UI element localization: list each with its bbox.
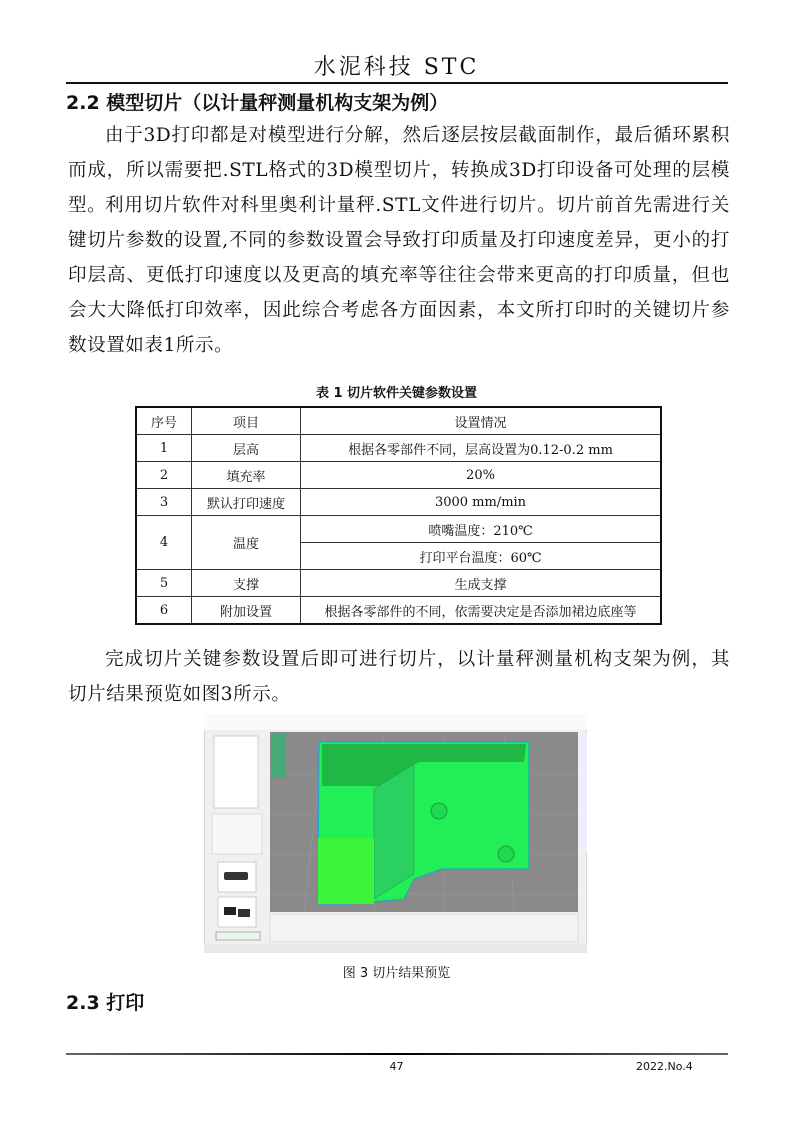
- journal-header: 水泥科技 STC: [313, 55, 480, 80]
- cell-item: 支撑: [192, 570, 301, 597]
- table-row: [136, 462, 661, 489]
- cell-no: 6: [136, 597, 192, 625]
- cell-item: 温度: [192, 516, 301, 570]
- cell-value: 3000 mm/min: [301, 489, 662, 516]
- cell-value: 打印平台温度：60℃: [301, 543, 662, 570]
- cell-no: 1: [136, 435, 192, 462]
- slicer-screenshot-figure: [204, 714, 587, 953]
- cell-value: 喷嘴温度：210℃: [301, 516, 662, 543]
- parameter-table: [135, 406, 662, 625]
- header-cell: 项目: [192, 407, 301, 435]
- footer-rule: [66, 1053, 728, 1055]
- cell-value: 根据各零部件不同，层高设置为0.12-0.2 mm: [301, 435, 662, 462]
- cell-no: 4: [136, 516, 192, 570]
- paragraph: 由于3D打印都是对模型进行分解，然后逐层按层截面制作，最后循环累积而成，所以需要把.STL格式的3D模型切片，转换成3D打印设备可处理的层模型。: [68, 125, 730, 216]
- header-cell: 设置情况: [301, 407, 662, 435]
- section-heading: 2.2 模型切片（以计量秤测量机构支架为例）: [66, 92, 449, 114]
- cell-value: 生成支撑: [301, 570, 662, 597]
- header-cell: 序号: [136, 407, 192, 435]
- cell-value: 根据各零部件的不同，依需要决定是否添加裙边底座等: [301, 597, 662, 625]
- cell-value: 20%: [301, 462, 662, 489]
- cell-no: 5: [136, 570, 192, 597]
- cell-item: 默认打印速度: [192, 489, 301, 516]
- issue-label: 2022.No.4: [636, 1060, 693, 1073]
- table-caption: 表 1 切片软件关键参数设置: [315, 386, 478, 401]
- table-row: [136, 435, 661, 462]
- table-row: [136, 570, 661, 597]
- header-rule: [66, 82, 728, 84]
- cell-item: 附加设置: [192, 597, 301, 625]
- cell-item: 填充率: [192, 462, 301, 489]
- figure-caption: 图 3 切片结果预览: [342, 966, 451, 981]
- paragraph: 利用切片软件对科里奥利计量秤.STL文件进行切片。切片前首先需进行关键切片参数的设置,不同的参数设置会导致打印质量及打印速度差异，更小的打印层高、更低打印速度以及更高的填充率等往往会带来更高的打印质量，但也会大大降低打印效率，因此综合考虑各方面因素，本文所打印时的关键切片参数设置如表1所示。: [68, 195, 730, 356]
- section-heading: 2.3 打印: [66, 992, 145, 1014]
- paragraph: 完成切片关键参数设置后即可进行切片，以计量秤测量机构支架为例，其切片结果预览如图3所示。: [68, 649, 730, 705]
- cell-item: 层高: [192, 435, 301, 462]
- cell-no: 3: [136, 489, 192, 516]
- table-row: [136, 516, 661, 543]
- table-row: [136, 489, 661, 516]
- page-number: 47: [389, 1060, 404, 1073]
- table-header-row: [136, 407, 661, 435]
- cell-no: 2: [136, 462, 192, 489]
- table-row: [136, 597, 661, 625]
